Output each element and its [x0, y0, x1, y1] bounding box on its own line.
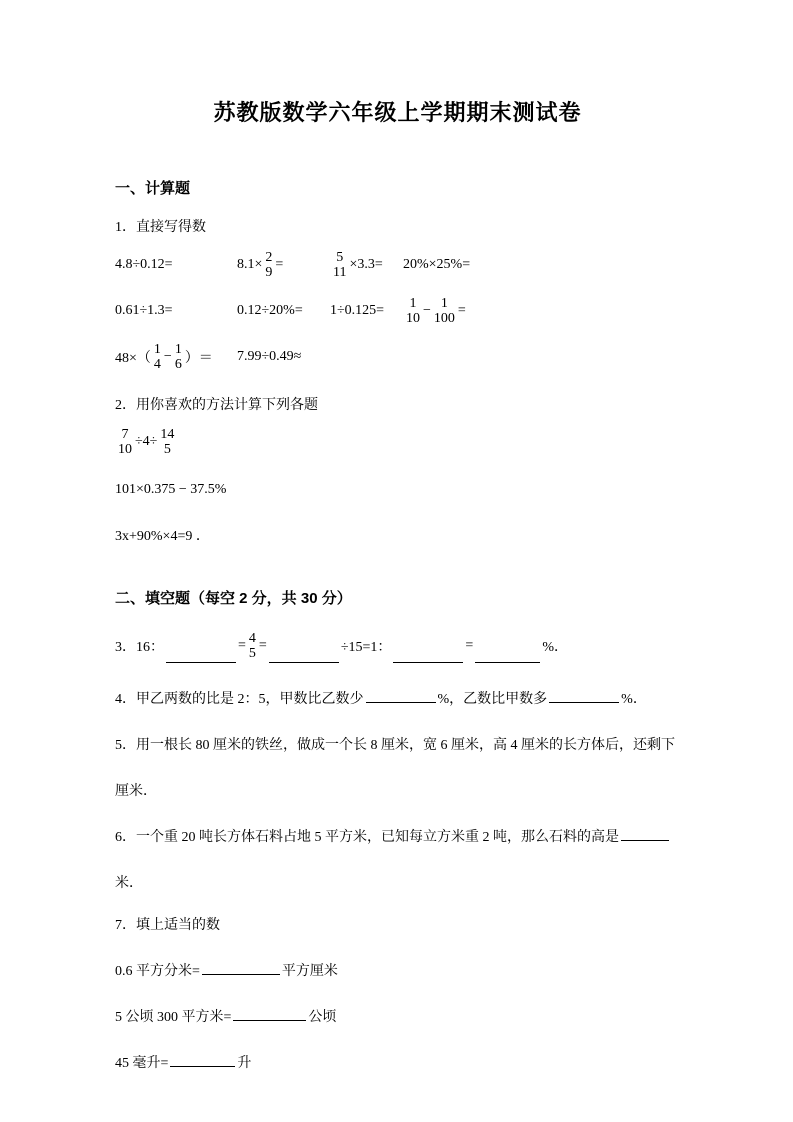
question-2-label: 2．用你喜欢的方法计算下列各题 [115, 398, 318, 413]
question-text: ÷15=1： [340, 640, 392, 655]
question-6-line1 [115, 826, 680, 846]
question-text: %． [621, 692, 647, 707]
expression: 3x+90%×4=9 ． [115, 529, 210, 544]
expression [115, 342, 237, 372]
answer-blank [393, 649, 463, 663]
question-text: 升 [237, 1056, 252, 1071]
fraction-numerator: 1 [153, 342, 161, 357]
answer-blank [166, 649, 236, 663]
question-text: = [258, 638, 267, 653]
answer-blank [202, 961, 280, 975]
question-text: 5 公顷 300 平方米= [115, 1010, 232, 1025]
answer-blank [621, 827, 669, 841]
question-5-line2: 厘米． [115, 784, 157, 799]
question-text: 4．甲乙两数的比是 2：5，甲数比乙数少 [115, 692, 364, 707]
expression-text: 4.8÷0.12= [115, 257, 173, 272]
expression-text: = [275, 257, 284, 272]
fraction [431, 296, 458, 326]
expression-text: 48×（ [115, 351, 151, 366]
expression [237, 349, 301, 365]
answer-blank [366, 689, 436, 703]
expression-text: 1÷0.125= [330, 303, 385, 318]
answer-blank [233, 1007, 306, 1021]
fraction-denominator: 11 [333, 265, 347, 280]
section-heading-fill-blank: 二、填空题（每空 2 分，共 30 分） [115, 590, 352, 607]
answer-blank [170, 1053, 235, 1067]
fraction-denominator: 9 [265, 265, 273, 280]
expression [330, 303, 403, 319]
expression-text: ）＝ [184, 351, 213, 366]
fraction-numerator: 1 [440, 296, 448, 311]
calc-row-1 [115, 242, 680, 288]
question-4 [115, 688, 680, 708]
fraction-denominator: 4 [153, 357, 161, 372]
fraction [115, 427, 135, 457]
expression-text: − [163, 349, 172, 364]
expression-text: − [423, 303, 431, 318]
fraction-denominator: 5 [163, 442, 171, 457]
fraction-numerator: 4 [248, 631, 256, 646]
expression [403, 257, 470, 273]
fraction [403, 296, 423, 326]
question-7-label: 7．填上适当的数 [115, 918, 220, 933]
fraction-denominator: 100 [433, 311, 455, 326]
fraction-numerator: 1 [174, 342, 182, 357]
answer-blank [475, 649, 540, 663]
question-1-label: 1．直接写得数 [115, 220, 206, 235]
question-7-item-2 [115, 1006, 680, 1026]
expression-text: ×3.3= [349, 257, 383, 272]
fraction-denominator: 10 [118, 442, 132, 457]
fraction-numerator: 14 [160, 427, 175, 442]
expression-text: 8.1× [237, 257, 263, 272]
fraction [157, 427, 177, 457]
expression-text: 7.99÷0.49≈ [237, 349, 302, 364]
answer-blank [269, 649, 339, 663]
question-7-item-1 [115, 960, 680, 980]
expression-text: = [457, 303, 466, 318]
question-text: = [465, 638, 474, 653]
expression [237, 250, 330, 280]
fraction-numerator: 5 [336, 250, 344, 265]
fraction [262, 250, 275, 280]
fraction-denominator: 10 [406, 311, 420, 326]
expression: 101×0.375 − 37.5% [115, 482, 227, 497]
question-text: %． [542, 640, 568, 655]
question-text: 公顷 [308, 1010, 337, 1025]
expression [330, 250, 403, 280]
expression-text: 0.61÷1.3= [115, 303, 173, 318]
question-text: 平方厘米 [281, 964, 338, 979]
fraction [246, 631, 259, 661]
fraction [172, 342, 185, 372]
expression [237, 303, 330, 319]
fraction-numerator: 7 [121, 427, 129, 442]
expression [403, 296, 466, 326]
question-3 [115, 624, 680, 668]
question-6-line2: 米． [115, 876, 143, 891]
expression [115, 303, 237, 319]
question-text: %，乙数比甲数多 [437, 692, 548, 707]
question-text: 3．16： [115, 640, 164, 655]
question-text: 0.6 平方分米= [115, 964, 200, 979]
question-5-line1: 5．用一根长 80 厘米的铁丝，做成一个长 8 厘米，宽 6 厘米，高 4 厘米的长方体后，还剩下 [115, 738, 675, 753]
fraction-numerator: 1 [409, 296, 417, 311]
expression-text: ÷4÷ [135, 434, 158, 449]
fraction-denominator: 6 [174, 357, 182, 372]
answer-blank [549, 689, 619, 703]
fraction-denominator: 5 [248, 646, 256, 661]
fraction [330, 250, 349, 280]
section-heading-calculation: 一、计算题 [115, 180, 191, 197]
expression-text: 20%×25%= [403, 257, 471, 272]
page-title: 苏教版数学六年级上学期期末测试卷 [213, 100, 582, 125]
expression [115, 257, 237, 273]
fraction-numerator: 2 [265, 250, 273, 265]
question-text: = [238, 638, 246, 653]
calc-row-3 [115, 334, 680, 380]
question-text: 6．一个重 20 吨长方体石料占地 5 平方米，已知每立方米重 2 吨，那么石料的高是 [115, 830, 619, 845]
fraction [151, 342, 164, 372]
calc-row-2 [115, 288, 680, 334]
expression [115, 420, 177, 464]
expression-text: 0.12÷20%= [237, 303, 303, 318]
question-text: 45 毫升= [115, 1056, 169, 1071]
question-7-item-3 [115, 1052, 680, 1072]
